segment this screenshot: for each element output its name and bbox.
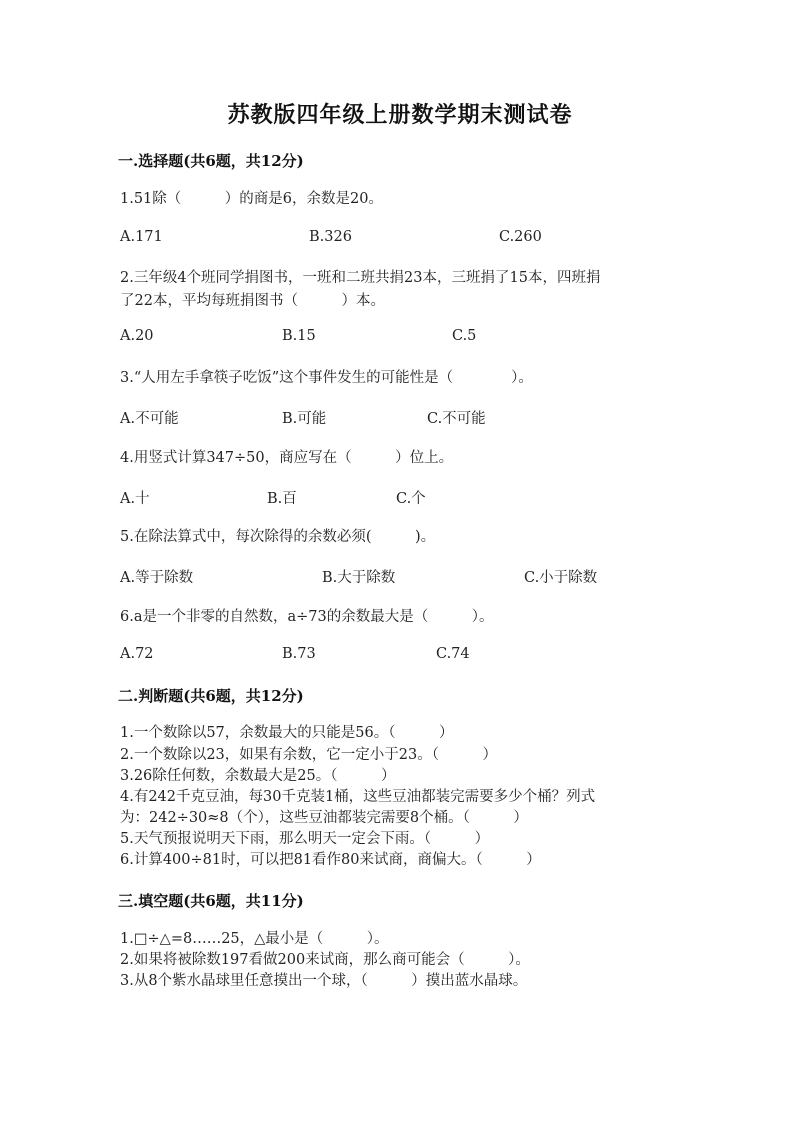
mc-question-5: 5.在除法算式中，每次除得的余数必须( )。 <box>120 529 436 545</box>
tf-question-2: 2.一个数除以23，如果有余数，它一定小于23。（ ） <box>120 747 497 763</box>
mc-q4-option-b: B.百 <box>267 491 297 507</box>
mc-q2-option-a: A.20 <box>120 328 154 344</box>
tf-question-5: 5.天气预报说明天下雨，那么明天一定会下雨。（ ） <box>120 831 490 847</box>
mc-q6-option-b: B.73 <box>282 646 316 662</box>
mc-q5-option-b: B.大于除数 <box>322 570 396 586</box>
tf-question-1: 1.一个数除以57，余数最大的只能是56。（ ） <box>120 725 454 741</box>
mc-question-4: 4.用竖式计算347÷50，商应写在（ ）位上。 <box>120 450 454 466</box>
mc-q2-option-c: C.5 <box>452 328 477 344</box>
mc-question-6: 6.a是一个非零的自然数，a÷73的余数最大是（ ）。 <box>120 609 494 625</box>
mc-q1-option-b: B.326 <box>309 229 352 245</box>
mc-q5-option-a: A.等于除数 <box>120 570 194 586</box>
section1-heading: 一.选择题(共6题，共12分) <box>118 152 304 170</box>
fill-question-1: 1.□÷△=8……25，△最小是（ ）。 <box>120 931 389 947</box>
tf-question-3: 3.26除任何数，余数最大是25。（ ） <box>120 768 396 784</box>
mc-q3-option-c: C.不可能 <box>427 411 486 427</box>
mc-q6-option-c: C.74 <box>436 646 470 662</box>
mc-q6-option-a: A.72 <box>120 646 154 662</box>
section2-heading: 二.判断题(共6题，共12分) <box>118 687 304 705</box>
mc-q1-option-c: C.260 <box>499 229 542 245</box>
mc-question-3: 3.“人用左手拿筷子吃饭”这个事件发生的可能性是（ ）。 <box>120 370 533 386</box>
mc-q2-option-b: B.15 <box>282 328 316 344</box>
mc-q4-option-a: A.十 <box>120 491 150 507</box>
mc-q3-option-b: B.可能 <box>282 411 327 427</box>
mc-question-1: 1.51除（ ）的商是6，余数是20。 <box>120 191 383 207</box>
tf-question-4-line2: 为：242÷30≈8（个），这些豆油都装完需要8个桶。（ ） <box>120 810 528 826</box>
mc-question-2-line2: 了22本，平均每班捐图书（ ）本。 <box>120 293 385 309</box>
mc-q5-option-c: C.小于除数 <box>524 570 598 586</box>
tf-question-4-line1: 4.有242千克豆油，每30千克装1桶，这些豆油都装完需要多少个桶？列式 <box>120 789 596 805</box>
fill-question-3: 3.从8个紫水晶球里任意摸出一个球，（ ）摸出蓝水晶球。 <box>120 973 528 989</box>
tf-question-6: 6.计算400÷81时，可以把81看作80来试商，商偏大。（ ） <box>120 852 541 868</box>
fill-question-2: 2.如果将被除数197看做200来试商，那么商可能会（ ）。 <box>120 952 530 968</box>
exam-title: 苏教版四年级上册数学期末测试卷 <box>227 102 573 128</box>
mc-q1-option-a: A.171 <box>120 229 163 245</box>
mc-question-2-line1: 2.三年级4个班同学捐图书，一班和二班共捐23本，三班捐了15本，四班捐 <box>120 270 601 286</box>
mc-q3-option-a: A.不可能 <box>120 411 179 427</box>
mc-q4-option-c: C.个 <box>396 491 426 507</box>
section3-heading: 三.填空题(共6题，共11分) <box>118 892 304 910</box>
